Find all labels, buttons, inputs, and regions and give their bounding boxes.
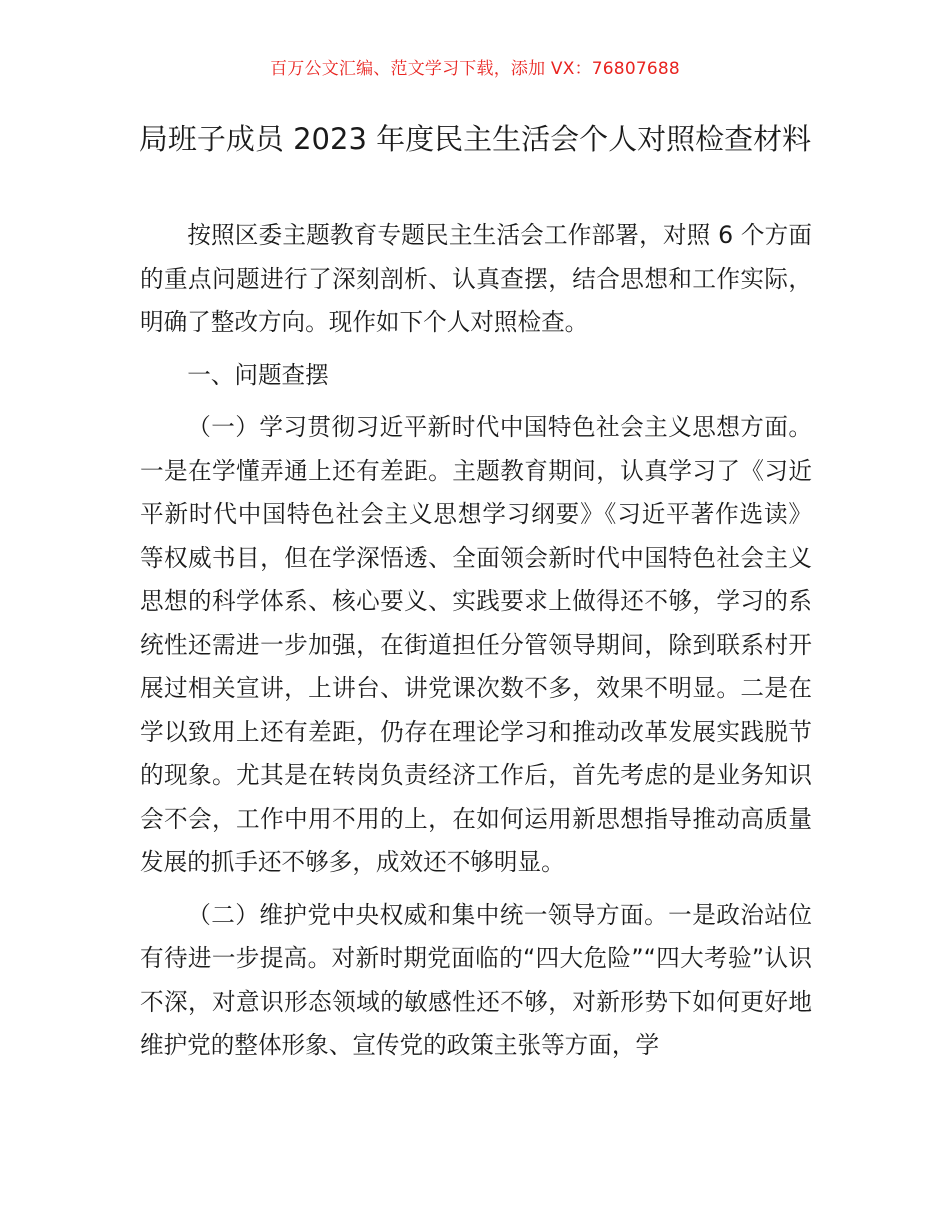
document-body — [140, 214, 812, 1068]
intro-paragraph: 按照区委主题教育专题民主生活会工作部署，对照 6 个方面的重点问题进行了深刻剖析、认真查摆，结合思想和工作实际，明确了整改方向。现作如下个人对照检查。 — [140, 221, 812, 336]
watermark-header-note: 百万公文汇编、范文学习下载，添加 VX：76807688 — [270, 59, 680, 79]
section-heading: 一、问题查摆 — [187, 360, 329, 389]
section-paragraph-1: （一）学习贯彻习近平新时代中国特色社会主义思想方面。一是在学懂弄通上还有差距。主题教育期间，认真学习了《习近平新时代中国特色社会主义思想学习纲要》《习近平著作选读》等权威书目，但在学深悟透、全面领会新时代中国特色社会主义思想的科学体系、核心要义、实践要求上做得还不够，学习的系统性还需进一步加强，在街道担任分管领导期间，除到联系村开展过相关宣讲，上讲台、讲党课次数不多，效果不明显。二是在学以致用上还有差距，仍存在理论学习和推动改革发展实践脱节的现象。尤其是在转岗负责经济工作后，首先考虑的是业务知识会不会，工作中用不用的上，在如何运用新思想指导推动高质量发展的抓手还不够多，成效还不够明显。 — [140, 413, 812, 876]
section-paragraph-2: （二）维护党中央权威和集中统一领导方面。一是政治站位有待进一步提高。对新时期党面临的“四大危险”“四大考验”认识不深，对意识形态领域的敏感性还不够，对新形势下如何更好地维护党的整体形象、宣传党的政策主张等方面，学 — [140, 900, 812, 1059]
document-title: 局班子成员 2023 年度民主生活会个人对照检查材料 — [138, 122, 812, 156]
